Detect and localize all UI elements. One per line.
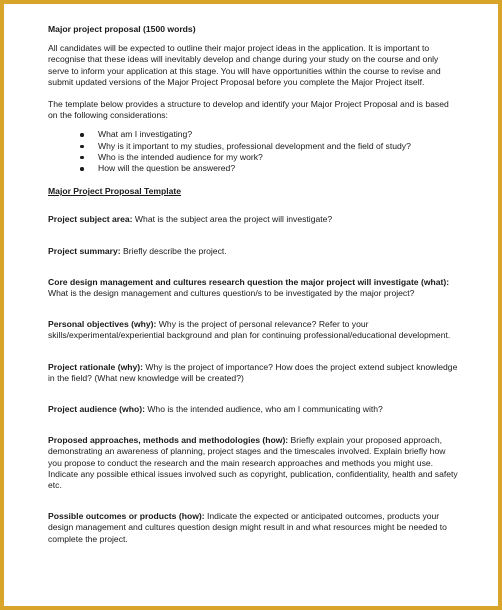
field-text: Briefly describe the project.: [120, 245, 227, 256]
considerations-list: [48, 129, 458, 174]
list-item: What am I investigating?: [98, 129, 458, 140]
field-text: Indicate the expected or anticipated outcomes, products your design management and cultures question design might result in and what resources might be needed to complete the project.: [48, 511, 447, 544]
template-field-project-audience: [48, 404, 458, 415]
intro-paragraph: The template below provides a structure to develop and identify your Major Project Proposal and is based on the following considerations:: [48, 99, 449, 121]
template-heading: Major Project Proposal Template: [48, 186, 182, 197]
template-field-summary: [48, 246, 458, 257]
field-text: Briefly explain your proposed approach, demonstrating an awareness of planning, project stages and the timescales involved. Explain briefly how you propose to conduct the research and the main research approaches and methods you might use. Indicate any possible ethical issues involved such as copyright, publication, confidentiality, health and safety etc.: [48, 435, 458, 491]
field-text: Why is the project of personal relevance? Refer to your skills/experimental/experiential background and plan for continuing professional/educational development.: [48, 319, 451, 341]
field-label: Project audience (who):: [48, 404, 145, 415]
field-label: Project rationale (why):: [48, 361, 144, 372]
field-label: Personal objectives (why):: [48, 319, 157, 330]
document-page: [48, 24, 458, 565]
template-field-proposed-approaches: [48, 435, 458, 491]
field-label: Proposed approaches, methods and methodologies (how):: [48, 435, 289, 446]
field-text: What is the design management and cultures question/s to be investigated by the major project?: [48, 288, 415, 299]
intro-paragraph: All candidates will be expected to outline their major project ideas in the application. It is important to recognise that these ideas will inevitably develop and change during your study on the course and only serve to inform your application at this stage. You will have opportunities within the course to revise and submit updated versions of the Major Project Proposal before you complete the Major Project itself.: [48, 43, 441, 87]
list-item: How will the question be answered?: [98, 163, 458, 174]
template-field-project-rationale: [48, 362, 458, 384]
document-title: Major project proposal (1500 words): [48, 24, 196, 34]
field-label: Project subject area:: [48, 214, 133, 225]
template-field-personal-objectives: [48, 319, 458, 341]
list-item: Why is it important to my studies, professional development and the field of study?: [98, 141, 458, 152]
template-field-subject-area: [48, 214, 458, 225]
field-label: Core design management and cultures research question the major project will investigate (what):: [48, 276, 450, 287]
template-field-possible-outcomes: [48, 511, 458, 545]
template-field-research-question: [48, 277, 458, 299]
field-text: Who is the intended audience, who am I communicating with?: [144, 404, 383, 415]
list-item: Who is the intended audience for my work?: [98, 152, 458, 163]
field-text: What is the subject area the project will investigate?: [132, 214, 333, 225]
field-label: Possible outcomes or products (how):: [48, 511, 205, 522]
field-text: Why is the project of importance? How does the project extend subject knowledge in the field? (What new knowledge will be created?): [48, 361, 458, 383]
field-label: Project summary:: [48, 245, 121, 256]
